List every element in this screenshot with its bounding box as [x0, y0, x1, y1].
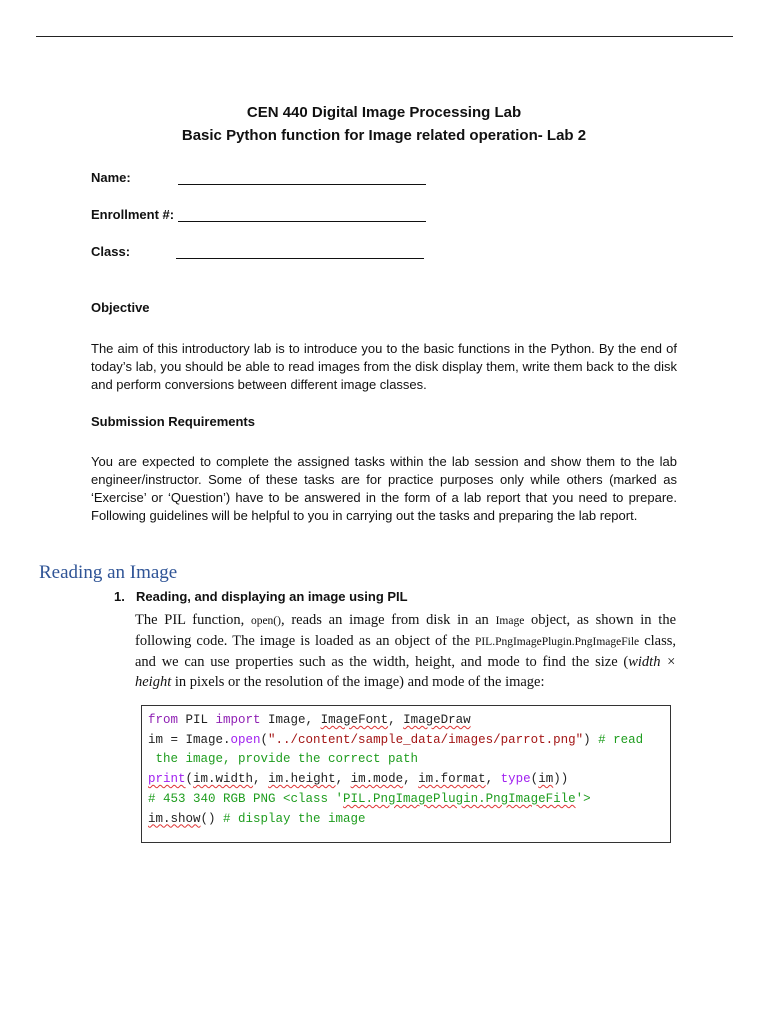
code-text: im = Image.	[148, 732, 231, 747]
text-run: class, and we can use properties such as the width, height, and mode to find the size (	[135, 633, 677, 670]
text-run: object, as shown in the following code. The image is loaded as an object of the	[135, 612, 677, 649]
submission-text: You are expected to complete the assigned tasks within the lab session and show them to the lab engineer/instructor. Some of these tasks are for practice purposes only while others (marked as ‘Exercise’ or ‘Question’) have to be answered in the form of a lab report that you need to prepare. Following guidelines will be helpful to you in carrying out the tasks and preparing the lab report.	[91, 454, 677, 523]
code-text: im.show	[148, 811, 201, 826]
submission-heading: Submission Requirements	[91, 414, 255, 429]
enrollment-blank-line	[178, 221, 426, 222]
code-comment: PIL.PngImagePlugin.PngImageFile	[343, 791, 576, 806]
code-keyword: from	[148, 713, 179, 727]
text-run: , reads an image from disk in an	[280, 612, 496, 628]
code-text: ,	[335, 772, 351, 787]
code-text: ()	[200, 811, 224, 826]
code-block	[141, 705, 671, 843]
code-text: im	[538, 772, 554, 787]
class-label: Class:	[91, 244, 131, 259]
code-comment: # read	[598, 732, 644, 747]
doc-subtitle: Basic Python function for Image related operation- Lab 2	[181, 127, 587, 144]
code-text: PIL	[178, 713, 216, 727]
inline-code-open: open()	[250, 615, 281, 627]
code-keyword: import	[215, 713, 261, 727]
enrollment-label: Enrollment #:	[91, 207, 175, 222]
list-number: 1.	[114, 589, 125, 604]
width-height-italic: width × height	[135, 654, 676, 690]
code-string: "../content/sample_data/images/parrot.png"	[268, 732, 584, 747]
code-text: Image,	[260, 713, 321, 727]
code-text: ImageDraw	[403, 713, 471, 727]
code-text: ,	[403, 772, 419, 787]
code-text: ImageFont	[320, 713, 389, 727]
code-text: im.format	[418, 772, 486, 787]
code-text: )	[583, 732, 599, 747]
name-label: Name:	[91, 170, 131, 185]
code-text: (	[260, 732, 269, 747]
section-heading: Reading an Image	[39, 562, 178, 583]
text-run: The PIL function,	[135, 612, 251, 628]
class-field	[91, 244, 130, 259]
inline-code-image: Image	[495, 615, 525, 627]
pil-description	[135, 610, 676, 692]
code-text: ))	[553, 772, 569, 787]
code-comment: # 453 340 RGB PNG <class '	[148, 791, 344, 806]
code-function: print	[148, 772, 186, 787]
objective-heading: Objective	[91, 300, 150, 315]
code-text: ,	[388, 713, 404, 727]
code-function: type	[500, 772, 531, 787]
text-run: in pixels or the resolution of the image) and mode of the image:	[171, 674, 545, 690]
code-text: im.height	[268, 772, 336, 787]
class-blank-line	[176, 258, 424, 259]
code-comment: '>	[575, 791, 591, 806]
code-text: ,	[253, 772, 269, 787]
list-item	[114, 589, 408, 604]
objective-text: The aim of this introductory lab is to introduce you to the basic functions in the Python. By the end of today’s lab, you should be able to read images from the disk display them, write them back to the disk and perform conversions between different image classes.	[91, 341, 677, 392]
code-function: open	[230, 732, 261, 747]
code-comment: # display the image	[223, 811, 366, 826]
name-blank-line	[178, 184, 426, 185]
top-rule	[36, 36, 733, 37]
inline-code-class: PIL.PngImagePlugin.PngImageFile	[474, 636, 640, 648]
doc-title: CEN 440 Digital Image Processing Lab	[246, 104, 522, 121]
enrollment-field	[91, 207, 174, 222]
code-text: im.width	[193, 772, 254, 787]
code-text: (	[530, 772, 539, 787]
name-field	[91, 170, 131, 185]
list-item-label: Reading, and displaying an image using PIL	[136, 589, 408, 604]
code-text: (	[185, 772, 194, 787]
code-text: im.mode	[350, 772, 404, 787]
code-comment: the image, provide the correct path	[148, 752, 419, 767]
code-text: ,	[485, 772, 501, 787]
